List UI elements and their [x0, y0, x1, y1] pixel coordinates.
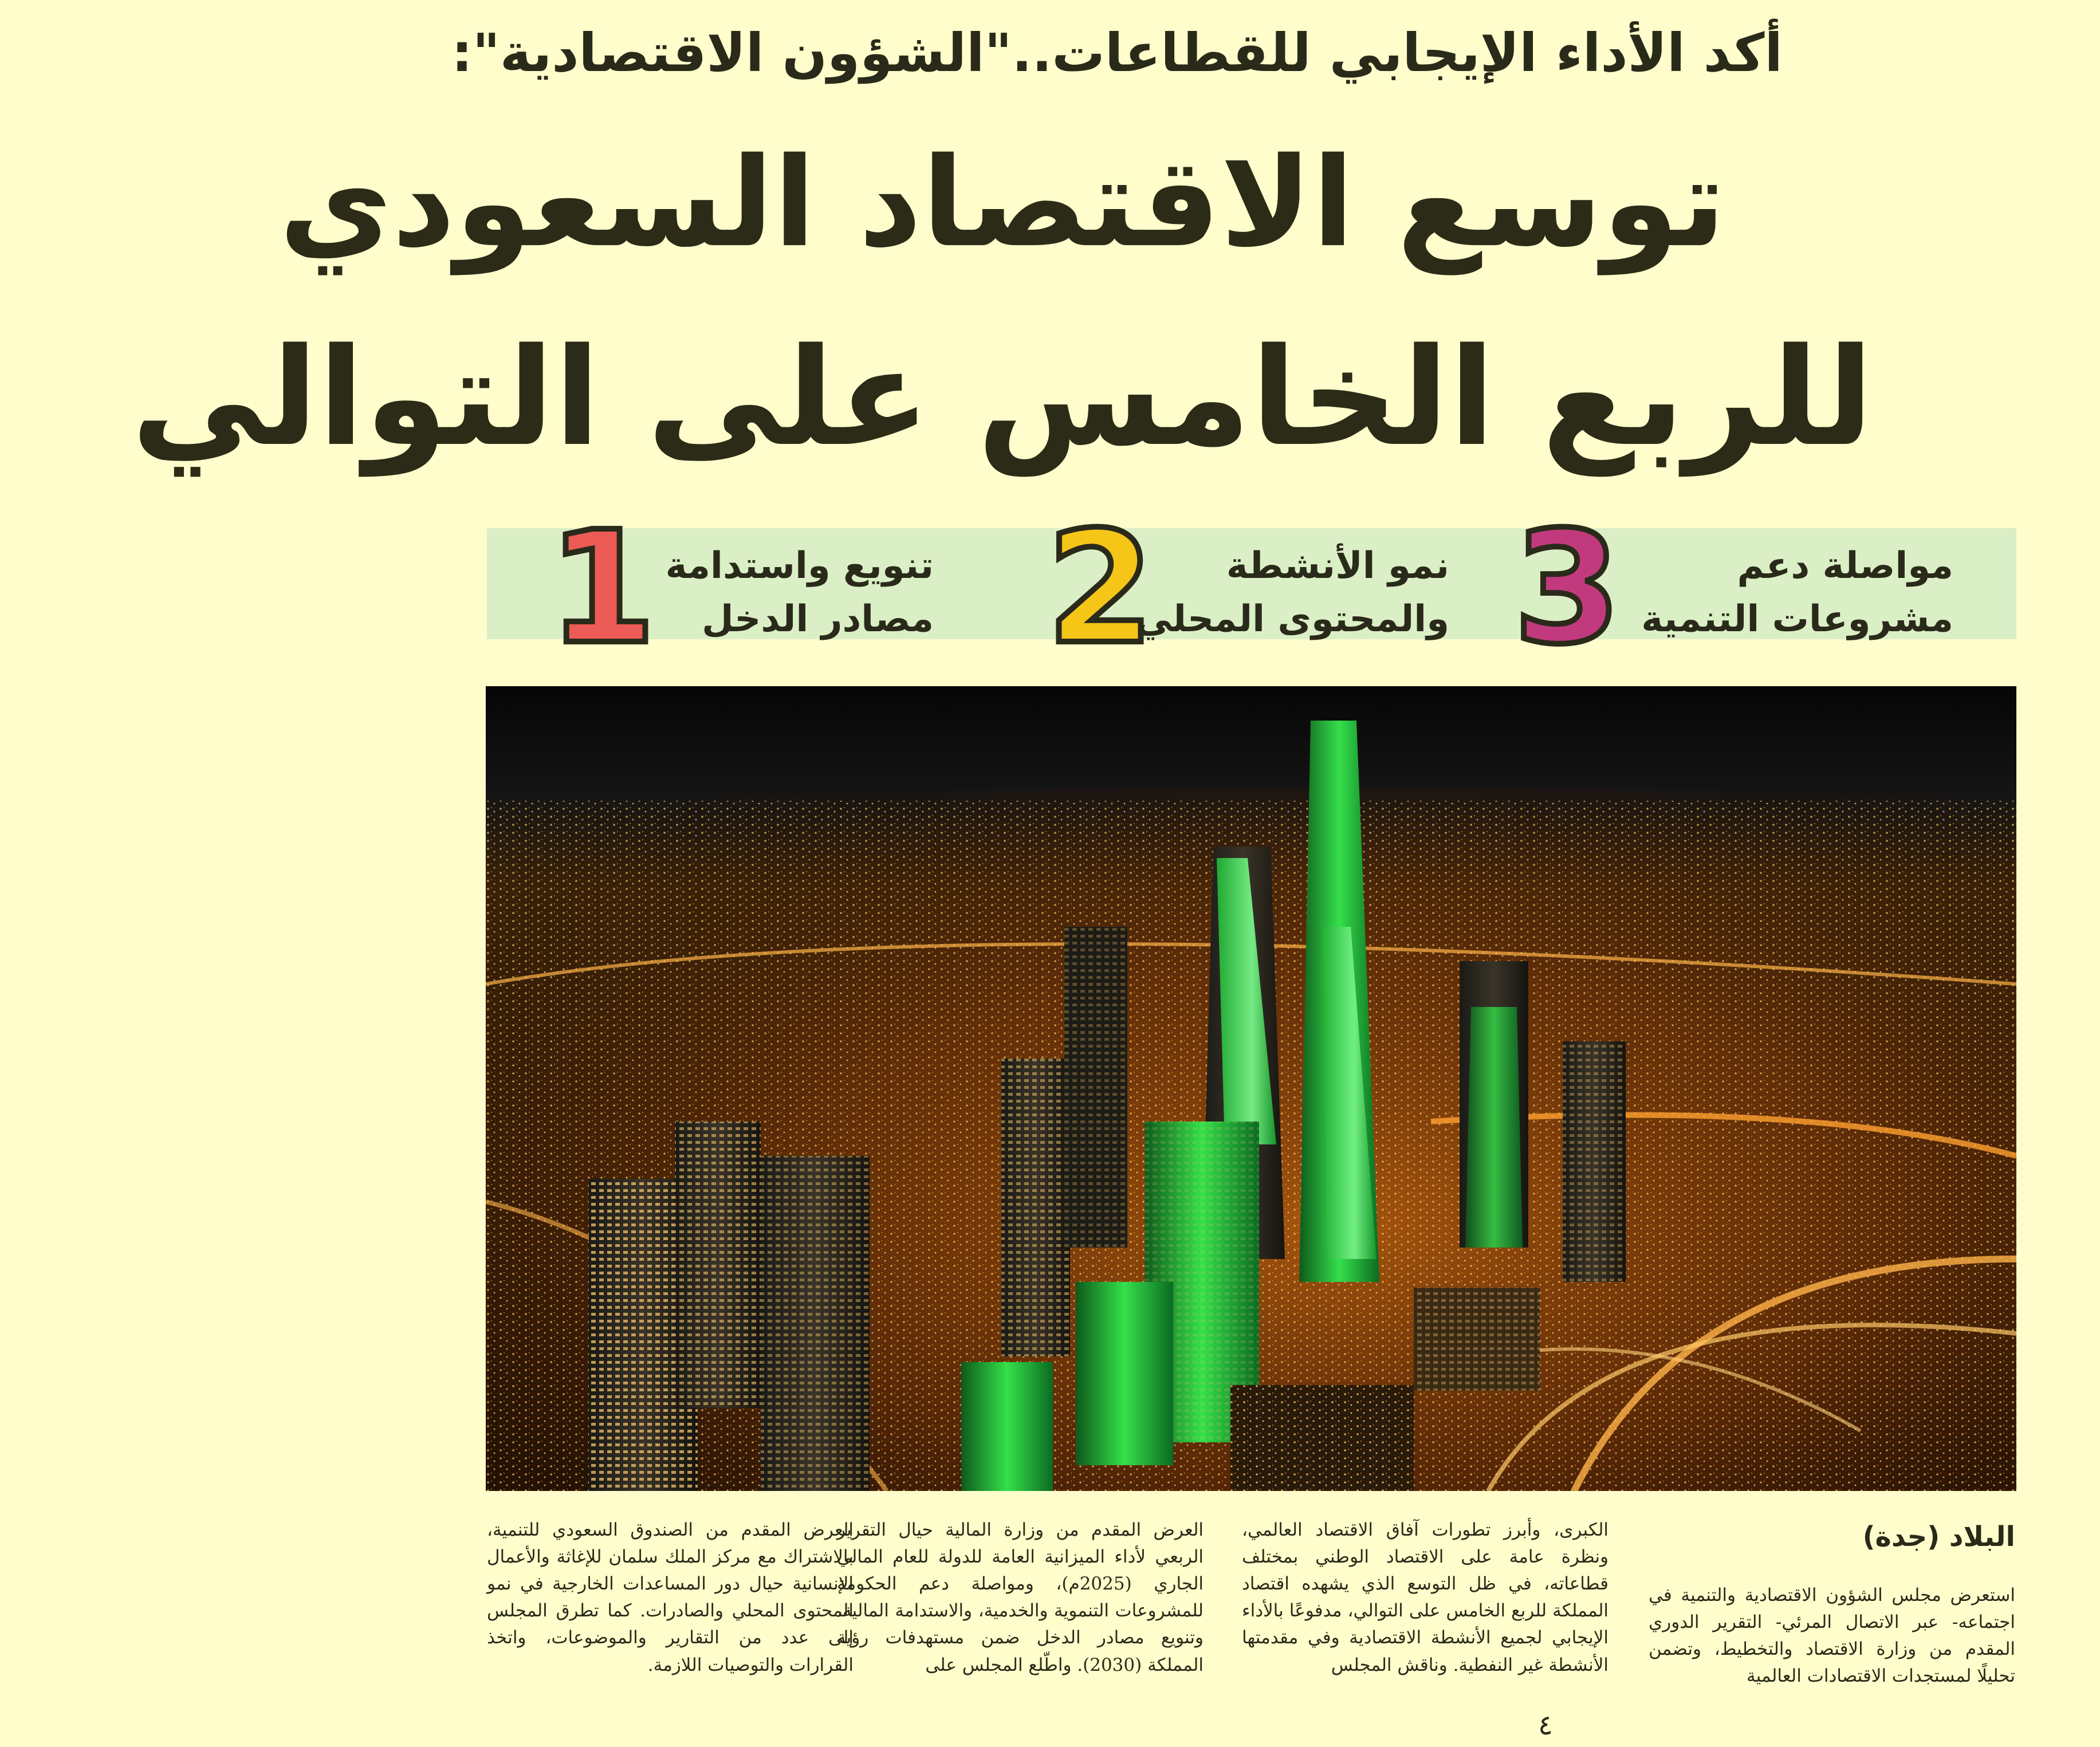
byline: البلاد (جدة): [1862, 1521, 2015, 1553]
highlight-3-line2: مشروعات التنمية: [1641, 597, 1953, 640]
city-skyline-photo: [486, 686, 2016, 1491]
highlight-item-2: [997, 498, 1512, 678]
article-kicker: أكد الأداء الإيجابي للقطاعات.."الشؤون الاقتصادية":: [451, 22, 1783, 84]
highlight-2-line2: والمحتوى المحلي: [1135, 597, 1449, 640]
highlight-item-1: [487, 498, 997, 678]
highlight-text-3: [1641, 540, 1953, 646]
article-column-3: العرض المقدم من وزارة المالية حيال التقرير الربعي لأداء الميزانية العامة للدولة للعام المالي الجاري (2025م)، ومواصلة دعم الحكومة للمشروعات التنموية والخدمية، والاستدامة المالية، وتنويع مصادر الدخل ضمن مستهدفات رؤية المملكة (2030). واطّلع المجلس على: [837, 1520, 1204, 1675]
highlight-text-1: [666, 540, 934, 646]
highlights-bar: [487, 498, 2016, 678]
highlight-1-line2: مصادر الدخل: [702, 597, 934, 640]
highlight-3-line1: مواصلة دعم: [1737, 545, 1953, 587]
page-number: ٤: [1538, 1709, 1553, 1741]
highlight-1-line1: تنويع واستدامة: [665, 545, 934, 587]
highlight-number-1: 1: [548, 498, 656, 678]
article-column-1: استعرض مجلس الشؤون الاقتصادية والتنمية في اجتماعه- عبر الاتصال المرئي- التقرير الدوري المقدم من وزارة الاقتصاد والتخطيط، وتضمن تحليلًا لمستجدات الاقتصادات العالمية: [1649, 1585, 2015, 1687]
headline-line-2: للربع الخامس على التوالي: [131, 320, 1874, 476]
highlight-number-3: 3: [1513, 498, 1621, 678]
highlight-text-2: [1135, 540, 1449, 646]
article-column-2: الكبرى، وأبرز تطورات آفاق الاقتصاد العالمي، ونظرة عامة على الاقتصاد الوطني بمختلف قطاعاته، في ظل التوسع الذي يشهده اقتصاد المملكة للربع الخامس على التوالي، مدفوعًا بالأداء الإيجابي لجميع الأنشطة الاقتصادية وفي مقدمتها الأنشطة غير النفطية. وناقش المجلس: [1242, 1520, 1609, 1675]
highlight-number-2: 2: [1047, 498, 1154, 678]
highlight-2-line1: نمو الأنشطة: [1226, 545, 1449, 587]
headline-line-1: توسع الاقتصاد السعودي: [279, 131, 1726, 274]
article-column-4: العرض المقدم من الصندوق السعودي للتنمية، بالاشتراك مع مركز الملك سلمان للإغاثة والأعمال الإنسانية حيال دور المساعدات الخارجية في نمو المحتوى المحلي والصادرات. كما تطرق المجلس إلى عدد من التقارير والموضوعات، واتخذ القرارات والتوصيات اللازمة.: [487, 1520, 854, 1675]
highlight-item-3: [1512, 498, 2016, 678]
